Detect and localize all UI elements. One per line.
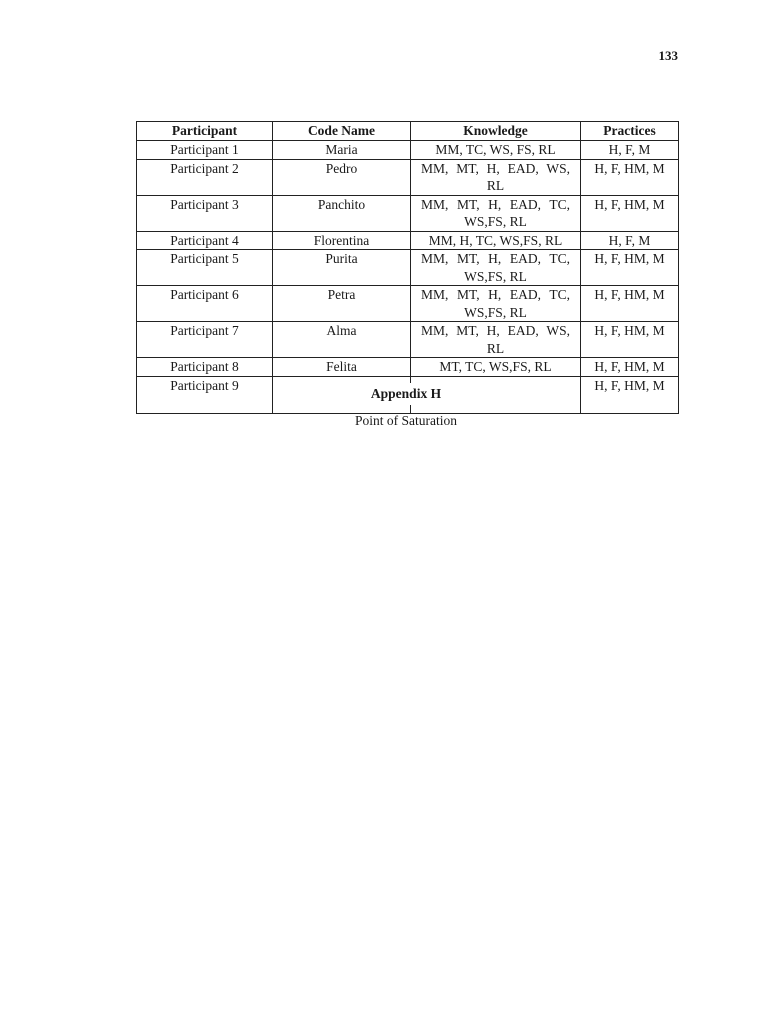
cell-code-name: Panchito bbox=[273, 195, 411, 231]
header-knowledge: Knowledge bbox=[411, 122, 581, 141]
table-header-row bbox=[137, 122, 679, 141]
cell-practices: H, F, HM, M bbox=[581, 250, 679, 286]
cell-participant: Participant 9 bbox=[137, 376, 273, 413]
cell-participant: Participant 4 bbox=[137, 231, 273, 250]
table-row bbox=[137, 322, 679, 358]
cell-code-name: Purita bbox=[273, 250, 411, 286]
table-row bbox=[137, 231, 679, 250]
cell-code-name: Alma bbox=[273, 322, 411, 358]
cell-participant: Participant 3 bbox=[137, 195, 273, 231]
appendix-title: Appendix H bbox=[356, 383, 456, 405]
cell-code-name: Pedro bbox=[273, 159, 411, 195]
table-body bbox=[137, 141, 679, 414]
cell-practices: H, F, M bbox=[581, 141, 679, 160]
header-code-name: Code Name bbox=[273, 122, 411, 141]
cell-participant: Participant 5 bbox=[137, 250, 273, 286]
cell-knowledge: MM, MT, H, EAD, TC, WS,FS, RL bbox=[411, 250, 581, 286]
cell-practices: H, F, HM, M bbox=[581, 286, 679, 322]
cell-participant: Participant 8 bbox=[137, 358, 273, 377]
cell-participant: Participant 2 bbox=[137, 159, 273, 195]
table-row bbox=[137, 159, 679, 195]
cell-practices: H, F, M bbox=[581, 231, 679, 250]
saturation-table-container bbox=[136, 121, 678, 414]
header-practices: Practices bbox=[581, 122, 679, 141]
cell-practices: H, F, HM, M bbox=[581, 376, 679, 413]
cell-knowledge: MM, MT, H, EAD, TC, WS,FS, RL bbox=[411, 195, 581, 231]
table-header bbox=[137, 122, 679, 141]
cell-code-name: Florentina bbox=[273, 231, 411, 250]
table-row bbox=[137, 286, 679, 322]
cell-knowledge: MM, MT, H, EAD, WS, RL bbox=[411, 159, 581, 195]
cell-knowledge: MT, TC, WS,FS, RL bbox=[411, 358, 581, 377]
saturation-table bbox=[136, 121, 679, 414]
appendix-subtitle: Point of Saturation bbox=[355, 413, 457, 428]
cell-practices: H, F, HM, M bbox=[581, 358, 679, 377]
cell-participant: Participant 7 bbox=[137, 322, 273, 358]
cell-practices: H, F, HM, M bbox=[581, 159, 679, 195]
cell-knowledge: MM, TC, WS, FS, RL bbox=[411, 141, 581, 160]
cell-participant: Participant 1 bbox=[137, 141, 273, 160]
cell-knowledge: MM, MT, H, EAD, WS, RL bbox=[411, 322, 581, 358]
cell-practices: H, F, HM, M bbox=[581, 195, 679, 231]
cell-knowledge: MM, MT, H, EAD, TC, WS,FS, RL bbox=[411, 286, 581, 322]
cell-practices: H, F, HM, M bbox=[581, 322, 679, 358]
cell-participant: Participant 6 bbox=[137, 286, 273, 322]
table-row bbox=[137, 250, 679, 286]
table-row bbox=[137, 195, 679, 231]
cell-code-name: Petra bbox=[273, 286, 411, 322]
table-row bbox=[137, 141, 679, 160]
table-row bbox=[137, 358, 679, 377]
cell-code-name: Maria bbox=[273, 141, 411, 160]
page-number: 133 bbox=[658, 48, 678, 63]
header-participant: Participant bbox=[137, 122, 273, 141]
cell-code-name: Felita bbox=[273, 358, 411, 377]
cell-knowledge: MM, H, TC, WS,FS, RL bbox=[411, 231, 581, 250]
